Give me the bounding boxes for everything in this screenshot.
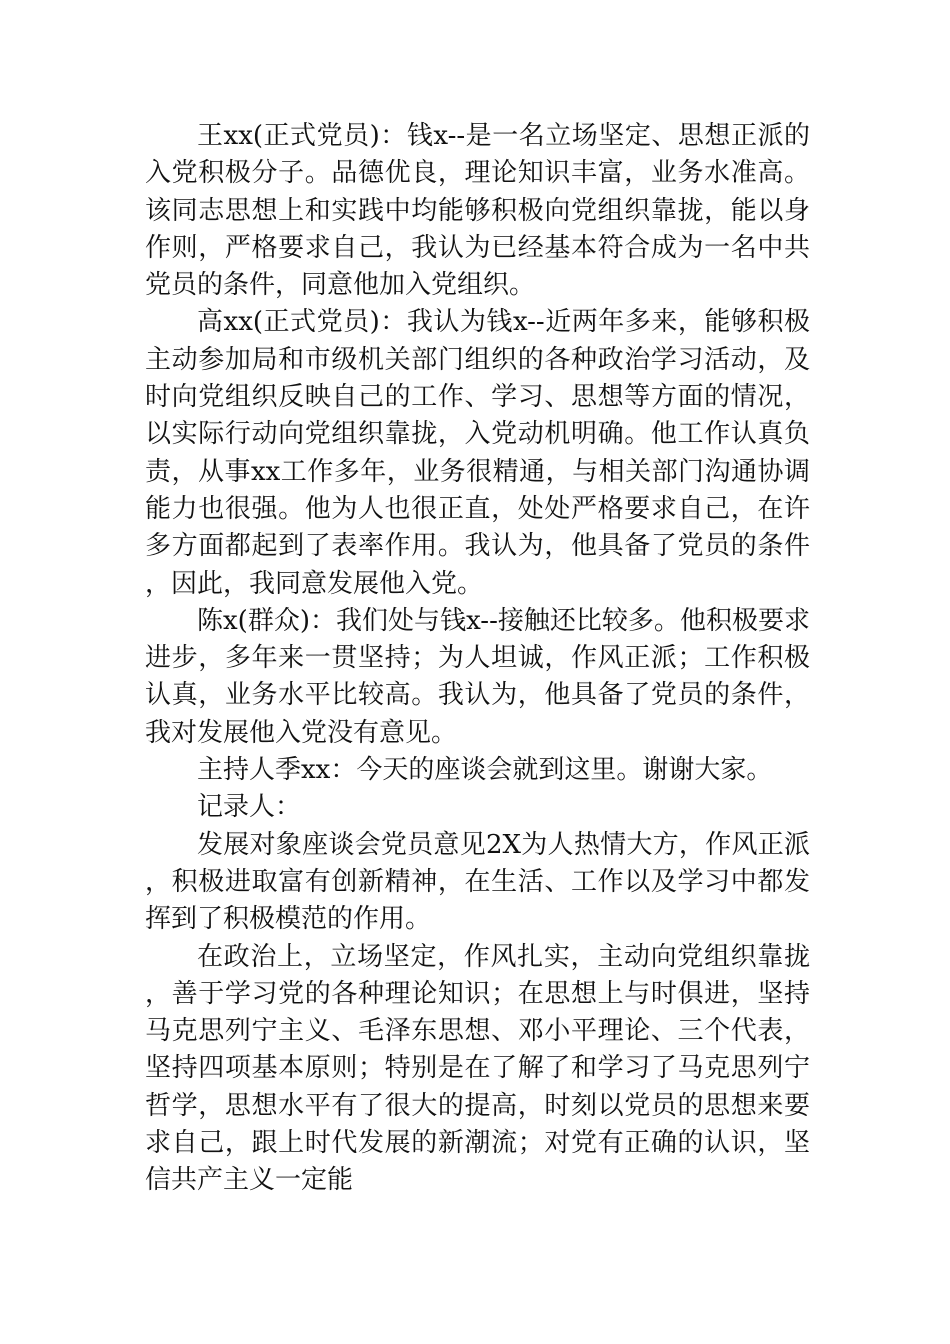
paragraph-recorder: 记录人： — [197, 792, 302, 823]
paragraph-wang-opinion: 王xx(正式党员)：钱x--是一名立场坚定、思想正派的入党积极分子。品德优良，理论知识丰富，业务水准高。该同志思想上和实践中均能够积极向党组织靠拢，能以身作则，严格要求自己，我认为已经基本符合成为一名中共党员的条件，同意他加入党组织。 — [145, 121, 810, 301]
paragraph-gao-opinion: 高xx(正式党员)：我认为钱x--近两年多来，能够积极主动参加局和市级机关部门组织的各种政治学习活动，及时向党组织反映自己的工作、学习、思想等方面的情况，以实际行动向党组织靠拢，入党动机明确。他工作认真负责，从事xx工作多年，业务很精通，与相关部门沟通协调能力也很强。他为人也很正直，处处严格要求自己，在许多方面都起到了表率作用。我认为，他具备了党员的条件，因此，我同意发展他入党。 — [145, 307, 810, 599]
paragraph-host-closing: 主持人季xx：今天的座谈会就到这里。谢谢大家。 — [197, 755, 773, 786]
paragraph-summary-intro: 发展对象座谈会党员意见2X为人热情大方，作风正派，积极进取富有创新精神，在生活、工作以及学习中都发挥到了积极模范的作用。 — [145, 829, 810, 935]
document-page — [145, 118, 810, 1200]
paragraph-chen-opinion: 陈x(群众)：我们处与钱x--接触还比较多。他积极要求进步，多年来一贯坚持；为人坦诚，作风正派；工作积极认真，业务水平比较高。我认为，他具备了党员的条件，我对发展他入党没有意见。 — [145, 605, 810, 748]
paragraph-political-performance: 在政治上，立场坚定，作风扎实，主动向党组织靠拢，善于学习党的各种理论知识；在思想上与时俱进，坚持马克思列宁主义、毛泽东思想、邓小平理论、三个代表，坚持四项基本原则；特别是在了解了和学习了马克思列宁哲学，思想水平有了很大的提高，时刻以党员的思想来要求自己，跟上时代发展的新潮流；对党有正确的认识，坚信共产主义一定能 — [145, 941, 810, 1196]
